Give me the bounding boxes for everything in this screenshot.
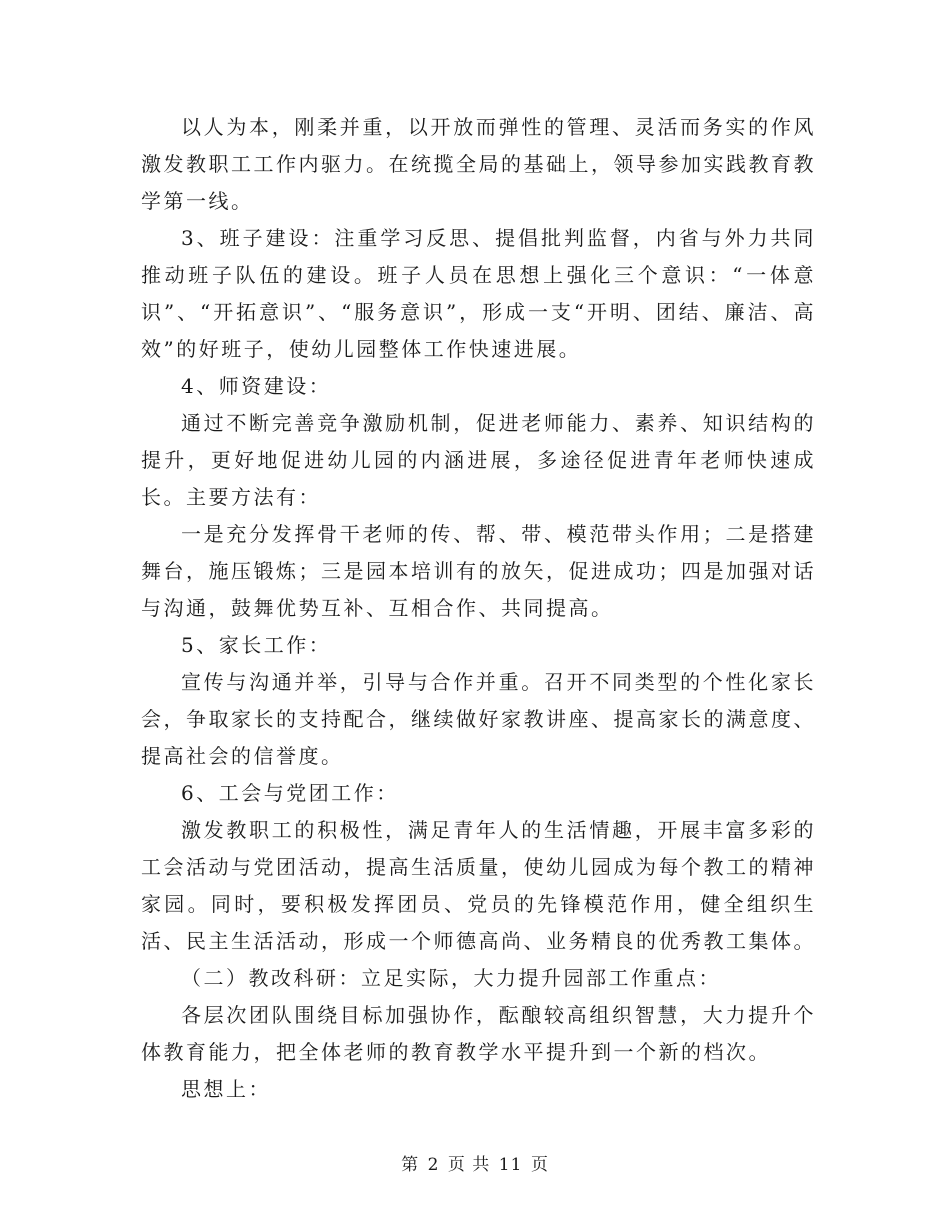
paragraph-leadership-team: 3、班子建设：注重学习反思、提倡批判监督，内省与外力共同推动班子队伍的建设。班子人员在思想上强化三个意识：“一体意识”、“开拓意识”、“服务意识”，形成一支“开明、团结、廉洁、高效”的好班子，使幼儿园整体工作快速进展。 — [141, 226, 816, 361]
page-footer — [0, 1151, 950, 1179]
paragraph-teacher-building: 通过不断完善竞争激励机制，促进老师能力、素养、知识结构的提升，更好地促进幼儿园的内涵进展，多途径促进青年老师快速成长。主要方法有： — [141, 411, 816, 509]
heading-ideology: 思想上： — [181, 1077, 271, 1101]
footer-middle: 页 共 — [447, 1155, 491, 1175]
heading-parent-work: 5、家长工作： — [181, 633, 332, 657]
paragraph-education-research: 各层次团队围绕目标加强协作，酝酿较高组织智慧，大力提升个体教育能力，把全体老师的教育教学水平提升到一个新的档次。 — [141, 1003, 816, 1064]
heading-union-party: 6、工会与党团工作： — [181, 781, 399, 805]
paragraph-management-style: 以人为本，刚柔并重，以开放而弹性的管理、灵活而务实的作风激发教职工工作内驱力。在统揽全局的基础上，领导参加实践教育教学第一线。 — [141, 115, 816, 213]
document-body — [141, 109, 816, 1108]
paragraph-parent-work: 宣传与沟通并举，引导与合作并重。召开不同类型的个性化家长会，争取家长的支持配合，继续做好家教讲座、提高家长的满意度、提高社会的信誉度。 — [141, 670, 816, 768]
heading-teacher-building: 4、师资建设： — [181, 374, 332, 398]
footer-total-pages: 11 — [498, 1155, 523, 1175]
paragraph-union-party: 激发教职工的积极性，满足青年人的生活情趣，开展丰富多彩的工会活动与党团活动，提高生活质量，使幼儿园成为每个教工的精神家园。同时，要积极发挥团员、党员的先锋模范作用，健全组织生活、民主生活活动，形成一个师德高尚、业务精良的优秀教工集体。 — [141, 818, 816, 953]
footer-suffix: 页 — [530, 1155, 549, 1175]
footer-prefix: 第 — [401, 1155, 420, 1175]
paragraph-methods: 一是充分发挥骨干老师的传、帮、带、模范带头作用；二是搭建舞台，施压锻炼；三是园本培训有的放矢，促进成功；四是加强对话与沟通，鼓舞优势互补、互相合作、共同提高。 — [141, 522, 816, 620]
footer-current-page: 2 — [427, 1155, 440, 1175]
heading-education-research: （二）教改科研：立足实际，大力提升园部工作重点： — [181, 966, 721, 990]
